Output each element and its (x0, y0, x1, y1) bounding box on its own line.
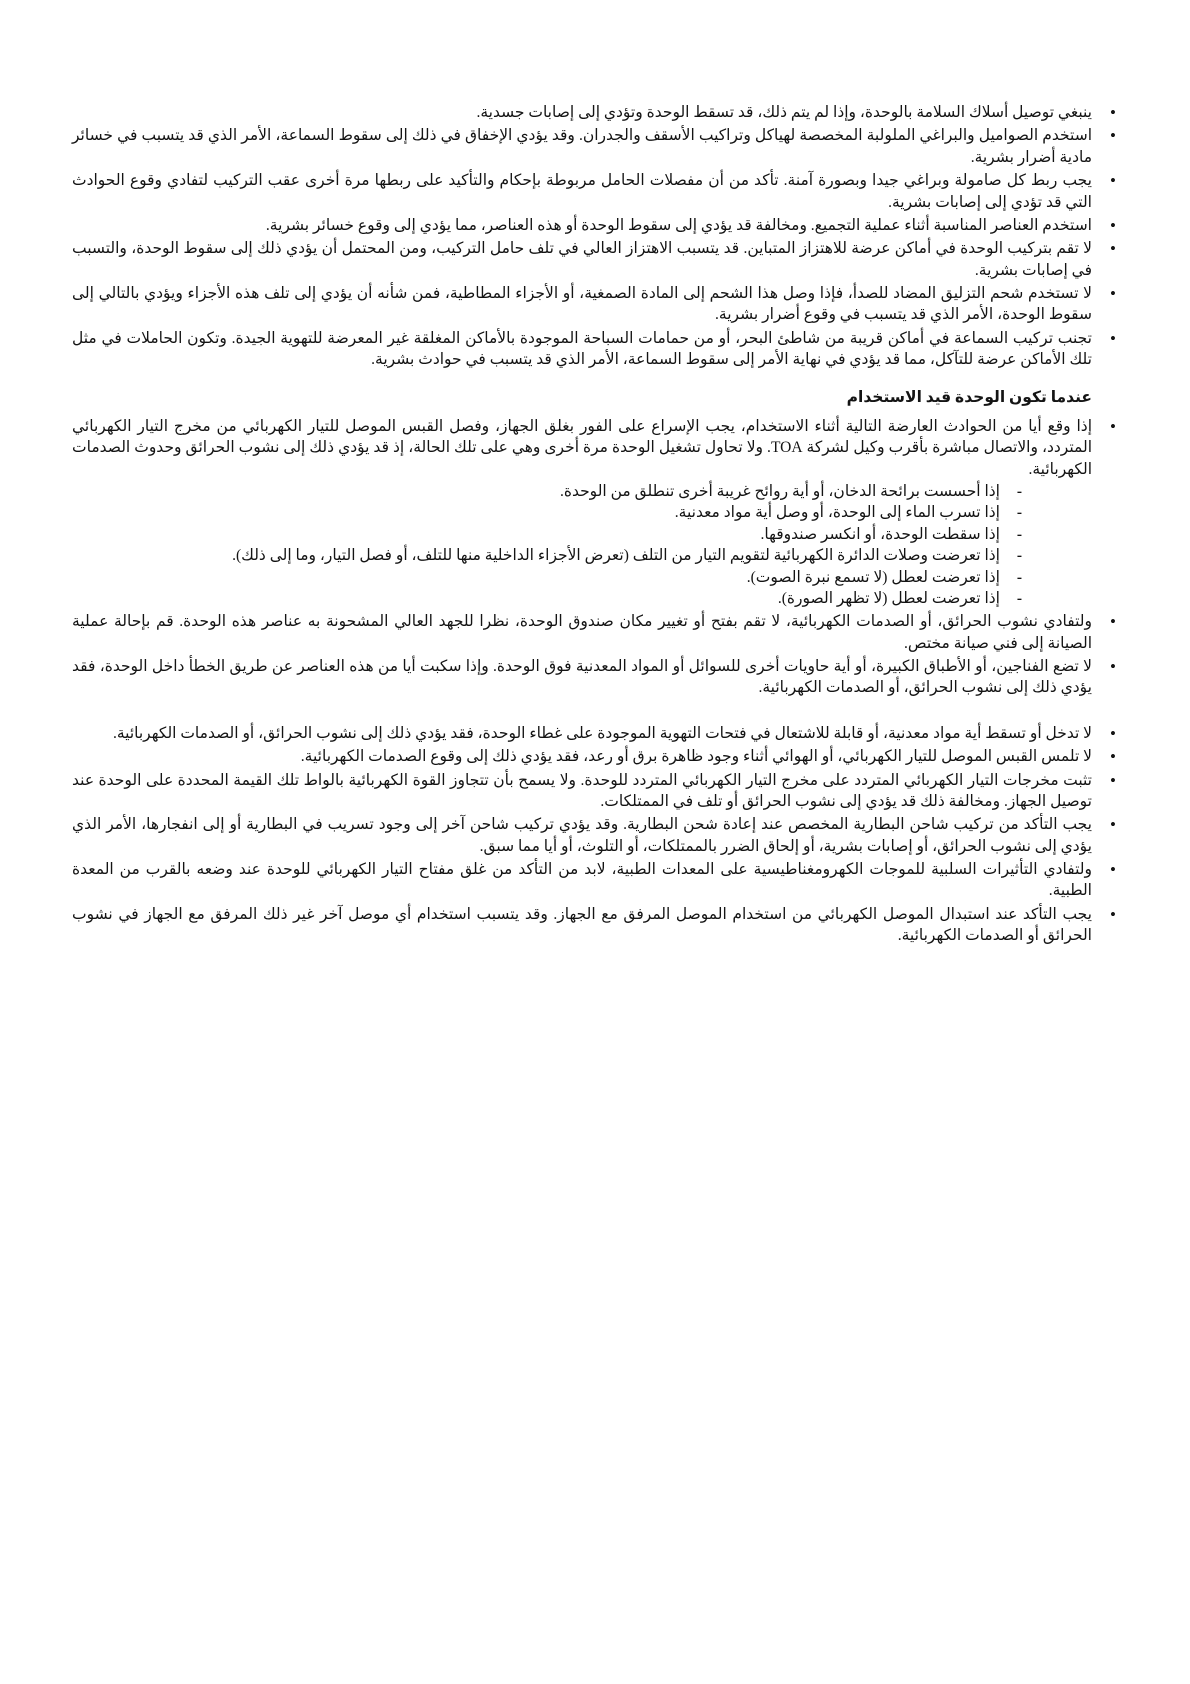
section-heading: عندما تكون الوحدة قيد الاستخدام (846, 388, 1092, 406)
note-text: ولتفادي التأثيرات السلبية للموجات الكهرومغناطيسية على المعدات الطبية، لابد من التأكد من غلق مفتاح التيار الكهربائي للوحدة عند وضعه بالقرب من المعدة الطبية. (72, 861, 1092, 900)
note-text: إذا أحسست برائحة الدخان، أو أية روائح غريبة أخرى تنطلق من الوحدة. (559, 483, 1000, 500)
usage-note-item (72, 746, 1092, 767)
note-text: ينبغي توصيل أسلاك السلامة بالوحدة، وإذا لم يتم ذلك، قد تسقط الوحدة وتؤدي إلى إصابات جسدية. (476, 104, 1092, 121)
installation-safety-list (72, 102, 1118, 371)
note-text: لا تقم بتركيب الوحدة في أماكن عرضة للاهتزاز المتباين. قد يتسبب الاهتزاز العالي في تلف حامل التركيب، ومن المحتمل أن يؤدي ذلك إلى سقوط الوحدة، والتسبب في إصابات بشرية. (72, 240, 1092, 279)
incident-sub-item (72, 481, 1022, 502)
safety-note-item (72, 328, 1092, 371)
note-text: يجب التأكد عند استبدال الموصل الكهربائي من استخدام الموصل المرفق مع الجهاز. وقد يتسبب استخدام أي موصل آخر غير ذلك المرفق مع الجهاز في نشوب الحرائق أو الصدمات الكهربائية. (72, 905, 1092, 945)
note-text: إذا سقطت الوحدة، أو انكسر صندوقها. (760, 525, 1000, 543)
safety-note-item (72, 283, 1092, 326)
usage-note-item (72, 859, 1092, 902)
note-text: إذا تعرضت لعطل (لا تسمع نبرة الصوت). (746, 568, 1000, 586)
usage-note-item (72, 416, 1092, 609)
safety-note-item (72, 170, 1092, 213)
note-text: ولتفادي نشوب الحرائق، أو الصدمات الكهربائية، لا تقم بفتح أو تغيير مكان صندوق الوحدة، نظرا للجهد العالي المشحونة به عناصر هذه الوحدة. قم بإحالة عملية الصيانة إلى فني صيانة مختص. (72, 613, 1092, 652)
safety-note-item (72, 215, 1092, 236)
incident-sub-list (72, 481, 1092, 609)
note-text: إذا تعرضت لعطل (لا تظهر الصورة). (777, 589, 1000, 607)
usage-note-item (72, 770, 1092, 813)
incident-sub-item (72, 502, 1022, 523)
usage-safety-list (72, 416, 1118, 947)
usage-note-item (72, 611, 1092, 654)
usage-note-item (72, 814, 1092, 857)
note-text: لا تضع الفناجين، أو الأطباق الكبيرة، أو أية حاويات أخرى للسوائل أو المواد المعدنية فوق الوحدة. وإذا سكبت أيا من هذه العناصر عن طريق الخطأ داخل الوحدة، فقد يؤدي ذلك إلى نشوب الحرائق، أو الصدمات الكهربائية. (72, 658, 1092, 697)
note-text: لا تلمس القبس الموصل للتيار الكهربائي، أو الهوائي أثناء وجود ظاهرة برق أو رعد، فقد يؤدي ذلك إلى وقوع الصدمات الكهربائية. (300, 748, 1092, 766)
note-text: تجنب تركيب السماعة في أماكن قريبة من شاطئ البحر، أو من حمامات السباحة الموجودة بالأماكن المغلقة غير المعرضة للتهوية الجيدة. وتكون الحاملات في مثل تلك الأماكن عرضة للتآكل، مما قد يؤدي في نهاية الأمر إلى سقوط السماعة، الأمر الذي قد يتسبب في حوادث بشرية. (72, 329, 1092, 369)
incident-sub-item (72, 567, 1022, 588)
safety-note-item (72, 125, 1092, 168)
note-text: لا تدخل أو تسقط أية مواد معدنية، أو قابلة للاشتعال في فتحات التهوية الموجودة على غطاء الوحدة، فقد يؤدي ذلك إلى نشوب الحرائق، أو الصدمات الكهربائية. (112, 724, 1092, 742)
usage-note-item (72, 723, 1092, 744)
safety-note-item (72, 102, 1092, 123)
note-text: يجب التأكد من تركيب شاحن البطارية المخصص عند إعادة شحن البطارية. وقد يؤدي تركيب شاحن آخر إلى وجود تسريب في البطارية أو إلى انفجارها، الأمر الذي يؤدي إلى نشوب الحرائق، أو إصابات بشرية، أو إلحاق الضرر بالممتلكات، أو التلوث، أو أيا مما سبق. (72, 816, 1092, 855)
note-text: استخدم الصواميل والبراغي الملولبة المخصصة لهياكل وتراكيب الأسقف والجدران. وقد يؤدي الإخفاق في ذلك إلى سقوط السماعة، الأمر الذي قد يتسبب في خسائر مادية أضرار بشرية. (72, 127, 1092, 166)
usage-note-item (72, 656, 1092, 699)
note-text: إذا تعرضت وصلات الدائرة الكهربائية لتقويم التيار من التلف (تعرض الأجزاء الداخلية منها للتلف، أو فصل التيار، وما إلى ذلك). (232, 547, 1000, 565)
incident-sub-item (72, 588, 1022, 609)
note-text: استخدم العناصر المناسبة أثناء عملية التجميع. ومخالفة قد يؤدي إلى سقوط الوحدة أو هذه العناصر، مما يؤدي إلى وقوع خسائر بشرية. (265, 216, 1092, 234)
safety-note-item (72, 238, 1092, 281)
note-text: إذا وقع أيا من الحوادث العارضة التالية أثناء الاستخدام، يجب الإسراع على الفور بغلق الجهاز، وفصل القبس الموصل للتيار الكهربائي من مخرج التيار الكهربائي المتردد، والاتصال مباشرة بأقرب وكيل لشركة TOA. ولا تحاول تشغيل الوحدة مرة أخرى وهي على تلك الحالة، إذ قد يؤدي ذلك إلى نشوب الحرائق وحدوث الصدمات الكهربائية. (72, 417, 1092, 478)
note-text: تثبت مخرجات التيار الكهربائي المتردد على مخرج التيار الكهربائي المتردد للوحدة. ولا يسمح بأن تتجاوز القوة الكهربائية بالواط تلك القيمة المحددة على الوحدة عند توصيل الجهاز. ومخالفة ذلك قد يؤدي إلى نشوب الحرائق أو تلف في الممتلكات. (72, 771, 1092, 810)
usage-note-item (72, 904, 1092, 947)
note-text: يجب ربط كل صامولة وبراغي جيدا وبصورة آمنة. تأكد من أن مفصلات الحامل مربوطة بإحكام والتأكيد على ربطها مرة أخرى عقب التركيب لتفادي وقوع الحوادث التي قد تؤدي إلى إصابات بشرية. (72, 172, 1092, 211)
note-text: لا تستخدم شحم التزليق المضاد للصدأ، فإذا وصل هذا الشحم إلى المادة الصمغية، أو الأجزاء المطاطية، فمن شأنه أن يؤدي إلى تلف هذه الأجزاء ويؤدي بالتالي إلى سقوط الوحدة، الأمر الذي قد يتسبب في وقوع أضرار بشرية. (72, 285, 1092, 324)
incident-sub-item (72, 524, 1022, 545)
note-text: إذا تسرب الماء إلى الوحدة، أو وصل أية مواد معدنية. (674, 504, 1000, 522)
incident-sub-item (72, 545, 1022, 566)
